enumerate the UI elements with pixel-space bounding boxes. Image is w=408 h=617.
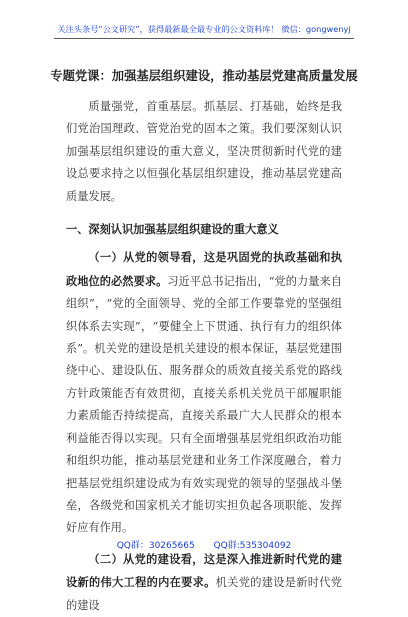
paragraph-1-lead: （一）从党的领导看，这是巩固党的执政基础和执政地位的必然要求。 xyxy=(66,250,342,288)
header-rule xyxy=(54,38,354,39)
document-title: 专题党课：加强基层组织建设，推动基层党建高质量发展 xyxy=(50,68,358,83)
paragraph-2-lead: （二）从党的建设看，这是深入推进新时代党的建设新的伟大工程的内在要求。 xyxy=(66,551,342,590)
header-notice: 关注头条号“公文研究”，获得最新最全最专业的公文资料库！ 微信：gongwenyj xyxy=(57,24,351,34)
footer xyxy=(0,538,408,551)
paragraph-2-body: 机关党的建设是新时代党的建设 xyxy=(66,576,342,612)
paragraph-2 xyxy=(66,548,342,617)
footer-qq-2: QQ群:535304092 xyxy=(213,541,292,551)
paragraph-1 xyxy=(66,246,342,539)
intro-paragraph: 质量强党，首重基层。抓基层、打基础，始终是我们党治国理政、管党治党的固本之策。我们要深刻认识加强基层组织建设的重大意义，坚决贯彻新时代党的建设总要求持之以恒强化基层组织建设，推动基层党建高质量发展。 xyxy=(66,100,342,203)
footer-qq-1: QQ群：30265665 xyxy=(116,541,195,551)
paragraph-1-body: 习近平总书记指出，“党的力量来自组织”，“党的全面领导、党的全部工作要靠党的坚强组织体系去实现”，“要健全上下贯通、执行有力的组织体系”。机关党的建设是机关建设的根本保证，基层党建围绕中心、建设队伍、服务群众的质效直接关系党的路线方针政策能否有效贯彻，直接关系机关党员干部履职能力素质能否持续提高，直接关系最广大人民群众的根本利益能否得以实现。只有全面增强基层党组织政治功能和组织功能，推动基层党建和业务工作深度融合，着力把基层党组织建设成为有效实现党的领导的坚强战斗堡垒，各级党和国家机关才能切实担负起各项职能、发挥好应有作用。 xyxy=(66,274,342,535)
section-heading: 一、深刻认识加强基层组织建设的重大意义 xyxy=(66,222,279,237)
